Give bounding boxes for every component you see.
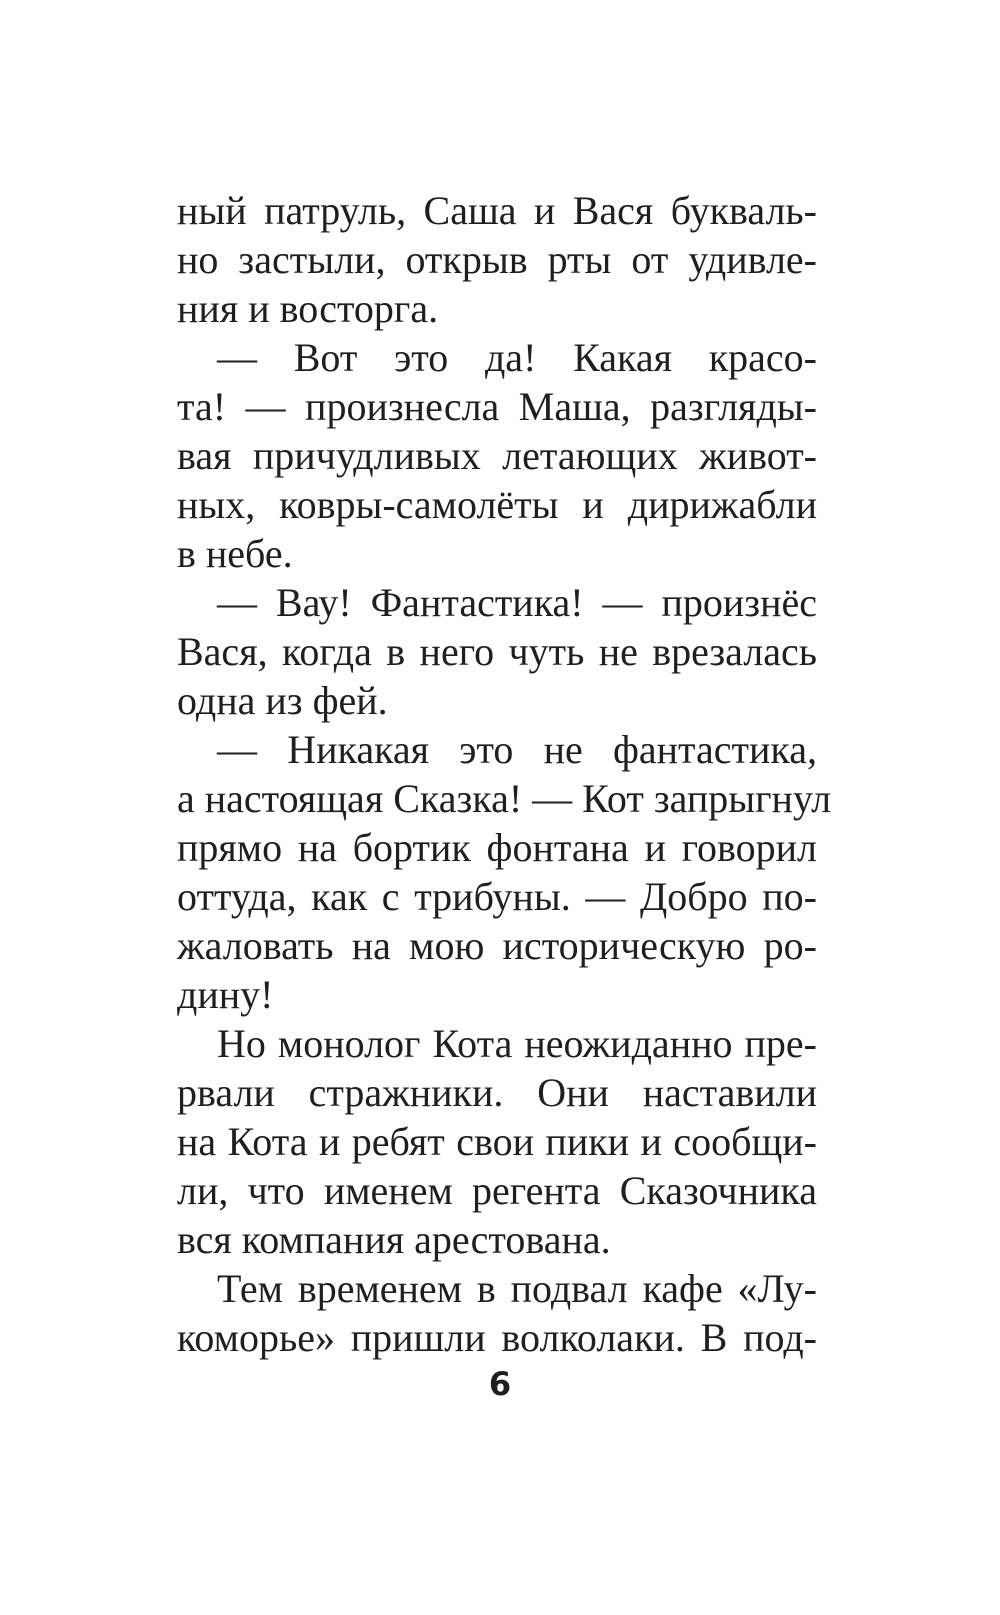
body-text (177, 186, 832, 1362)
text-line: на Кота и ребят свои пики и сообщи- (177, 1119, 817, 1164)
text-line: жаловать на мою историческую ро- (177, 923, 817, 968)
text-line: но застыли, открыв рты от удивле- (177, 237, 817, 282)
text-line: ния и восторга. (177, 286, 439, 331)
text-line: вся компания арестована. (177, 1217, 611, 1262)
text-line: вая причудливых летающих живот- (177, 433, 817, 478)
text-line: ли, что именем регента Сказочника (177, 1168, 817, 1213)
text-line: — Вау! Фантастика! — произнёс (217, 580, 817, 625)
text-line: оттуда, как с трибуны. — Добро по- (177, 874, 817, 919)
text-line: — Никакая это не фантастика, (217, 727, 817, 772)
text-line: ных, ковры-самолёты и дирижабли (177, 482, 817, 527)
text-line: — Вот это да! Какая красо- (217, 335, 817, 380)
page-number: 6 (488, 1365, 512, 1403)
text-line: Тем временем в подвал кафе «Лу- (217, 1266, 817, 1311)
text-line: дину! (177, 972, 274, 1017)
text-line: одна из фей. (177, 678, 388, 723)
text-line: Но монолог Кота неожиданно пре- (217, 1021, 817, 1066)
text-line: ный патруль, Саша и Вася букваль- (177, 188, 817, 233)
text-line: рвали стражники. Они наставили (177, 1070, 817, 1115)
text-line: Вася, когда в него чуть не врезалась (177, 629, 817, 674)
text-line: в небе. (177, 531, 293, 576)
text-line: а настоящая Сказка! — Кот запрыгнул (177, 776, 832, 821)
text-line: та! — произнесла Маша, разгляды- (177, 384, 817, 429)
text-line: коморье» пришли волколаки. В под- (177, 1315, 817, 1360)
text-line: прямо на бортик фонтана и говорил (177, 825, 817, 870)
